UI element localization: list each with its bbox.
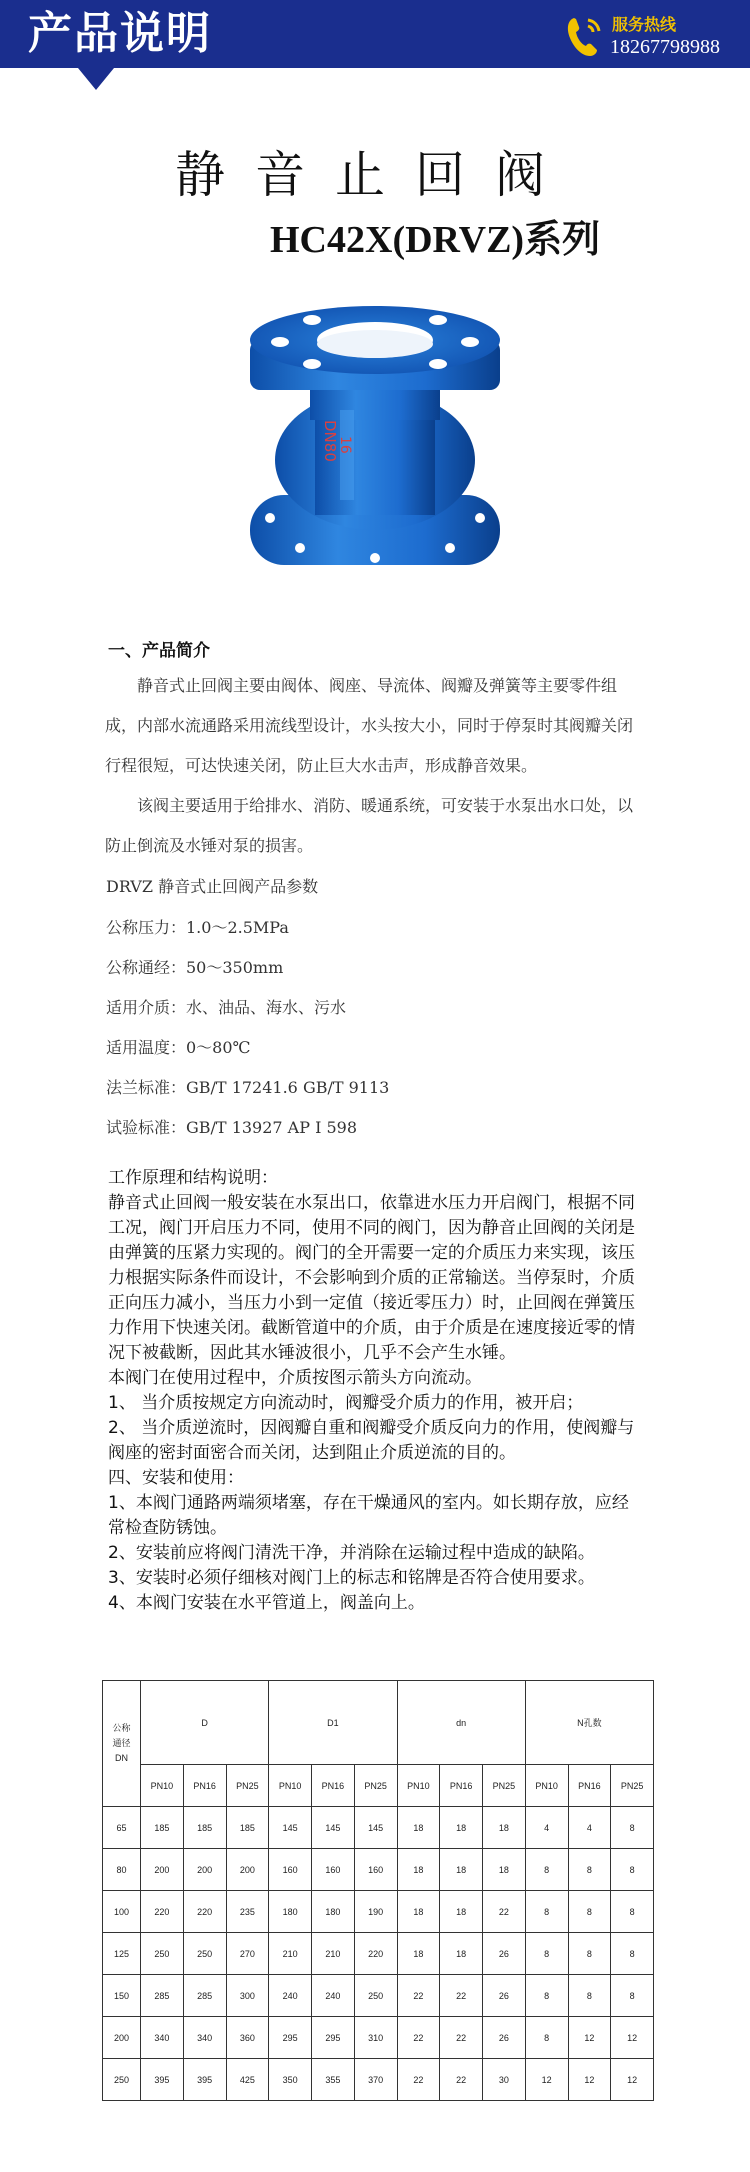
sub-header: PN16 bbox=[568, 1765, 611, 1807]
table-cell: 26 bbox=[483, 1933, 526, 1975]
table-cell: 295 bbox=[269, 2017, 312, 2059]
hotline-number[interactable]: 18267798988 bbox=[610, 36, 720, 58]
table-cell: 8 bbox=[525, 1891, 568, 1933]
principle-heading: 工作原理和结构说明： bbox=[108, 1168, 278, 1188]
param-diameter: 公称通经：50～350mm bbox=[106, 958, 284, 977]
phone-icon bbox=[564, 14, 604, 58]
table-cell: 235 bbox=[226, 1891, 269, 1933]
table-cell: 8 bbox=[568, 1975, 611, 2017]
table-cell: 18 bbox=[397, 1891, 440, 1933]
param-title: DRVZ 静音式止回阀产品参数 bbox=[106, 877, 319, 896]
table-cell: 12 bbox=[525, 2059, 568, 2101]
table-cell: 8 bbox=[568, 1891, 611, 1933]
table-cell: 8 bbox=[525, 1975, 568, 2017]
table-cell: 18 bbox=[440, 1807, 483, 1849]
table-cell: 8 bbox=[525, 1849, 568, 1891]
table-cell: 18 bbox=[397, 1807, 440, 1849]
table-row bbox=[103, 1891, 654, 1933]
table-cell: 18 bbox=[483, 1849, 526, 1891]
table-cell: 18 bbox=[397, 1933, 440, 1975]
table-row bbox=[103, 1933, 654, 1975]
principle-paragraph: 静音式止回阀一般安装在水泵出口，依靠进水压力开启阀门，根据不同工况，阀门开启压力不同，使用不同的阀门，因为静音止回阀的关闭是由弹簧的压紧力实现的。阀门的全开需要一定的介质压力来实现，该压力根据实际条件而设计，不会影响到介质的正常输送。当停泵时，介质正向压力减小，当压力小到一定值（接近零压力）时，止回阀在弹簧压力作用下快速关闭。截断管道中的介质，由于介质是在速度接近零的情况下被截断，因此其水锤波很小，几乎不会产生水锤。 bbox=[108, 1193, 635, 1363]
sub-header: PN10 bbox=[269, 1765, 312, 1807]
table-cell: 18 bbox=[440, 1933, 483, 1975]
table-cell: 145 bbox=[269, 1807, 312, 1849]
hotline[interactable] bbox=[560, 6, 746, 62]
table-cell: 250 bbox=[141, 1933, 184, 1975]
group-header-D1: D1 bbox=[269, 1681, 397, 1765]
table-cell: 240 bbox=[269, 1975, 312, 2017]
page-title: 产品说明 bbox=[28, 8, 212, 59]
table-cell: 145 bbox=[354, 1807, 397, 1849]
header-notch bbox=[78, 68, 114, 90]
table-cell: 22 bbox=[397, 2017, 440, 2059]
sub-header: PN10 bbox=[525, 1765, 568, 1807]
param-test-standard: 试验标准：GB/T 13927 AP I 598 bbox=[106, 1118, 358, 1137]
table-cell: 200 bbox=[183, 1849, 226, 1891]
table-cell: 350 bbox=[269, 2059, 312, 2101]
group-header-dn: dn bbox=[397, 1681, 525, 1765]
table-cell: 370 bbox=[354, 2059, 397, 2101]
table-cell: 8 bbox=[611, 1807, 654, 1849]
table-cell: 340 bbox=[141, 2017, 184, 2059]
principle-item-1: 1、 当介质按规定方向流动时，阀瓣受介质力的作用，被开启； bbox=[108, 1393, 584, 1413]
table-cell: 185 bbox=[183, 1807, 226, 1849]
install-heading: 四、安装和使用： bbox=[108, 1468, 244, 1488]
table-cell-dn: 65 bbox=[103, 1807, 141, 1849]
table-cell: 185 bbox=[226, 1807, 269, 1849]
sub-header: PN25 bbox=[354, 1765, 397, 1807]
install-item-1: 1、本阀门通路两端须堵塞，存在干燥通风的室内。如长期存放，应经常检查防锈蚀。 bbox=[108, 1493, 629, 1538]
table-row bbox=[103, 1849, 654, 1891]
table-cell: 8 bbox=[611, 1849, 654, 1891]
table-cell: 200 bbox=[141, 1849, 184, 1891]
table-row bbox=[103, 1807, 654, 1849]
table-cell: 395 bbox=[183, 2059, 226, 2101]
table-cell: 285 bbox=[183, 1975, 226, 2017]
table-cell: 12 bbox=[568, 2059, 611, 2101]
install-item-4: 4、本阀门安装在水平管道上，阀盖向上。 bbox=[108, 1593, 425, 1613]
table-cell: 220 bbox=[183, 1891, 226, 1933]
table-header-row bbox=[103, 1681, 654, 1765]
table-cell: 18 bbox=[440, 1891, 483, 1933]
intro-paragraph-1: 静音式止回阀主要由阀体、阀座、导流体、阀瓣及弹簧等主要零件组成，内部水流通路采用流线型设计，水头按大小，同时于停泵时其阀瓣关闭行程很短，可达快速关闭，防止巨大水击声，形成静音效果。 bbox=[105, 676, 634, 775]
product-title: 静音止回阀 bbox=[175, 146, 575, 204]
install-item-3: 3、安装时必须仔细核对阀门上的标志和铭牌是否符合使用要求。 bbox=[108, 1568, 595, 1588]
table-row bbox=[103, 2017, 654, 2059]
table-cell: 12 bbox=[568, 2017, 611, 2059]
table-cell-dn: 250 bbox=[103, 2059, 141, 2101]
table-cell-dn: 200 bbox=[103, 2017, 141, 2059]
table-cell: 22 bbox=[397, 2059, 440, 2101]
table-cell: 145 bbox=[312, 1807, 355, 1849]
table-cell: 360 bbox=[226, 2017, 269, 2059]
sub-header: PN16 bbox=[183, 1765, 226, 1807]
group-header-D: D bbox=[141, 1681, 269, 1765]
table-row bbox=[103, 2059, 654, 2101]
table-cell: 22 bbox=[440, 1975, 483, 2017]
table-cell: 180 bbox=[312, 1891, 355, 1933]
table-cell: 210 bbox=[269, 1933, 312, 1975]
valve-pn-marking: 16 bbox=[337, 436, 353, 454]
table-cell: 240 bbox=[312, 1975, 355, 2017]
table-cell: 395 bbox=[141, 2059, 184, 2101]
table-cell: 160 bbox=[312, 1849, 355, 1891]
table-cell: 160 bbox=[354, 1849, 397, 1891]
table-cell: 8 bbox=[611, 1891, 654, 1933]
sub-header: PN25 bbox=[226, 1765, 269, 1807]
sub-header: PN16 bbox=[312, 1765, 355, 1807]
table-cell-dn: 100 bbox=[103, 1891, 141, 1933]
table-cell: 18 bbox=[397, 1849, 440, 1891]
table-cell: 295 bbox=[312, 2017, 355, 2059]
table-cell: 180 bbox=[269, 1891, 312, 1933]
table-cell: 4 bbox=[525, 1807, 568, 1849]
param-flange-standard: 法兰标准：GB/T 17241.6 GB/T 9113 bbox=[106, 1078, 390, 1097]
dn-header-cell: 公称 通径 DN bbox=[103, 1681, 141, 1807]
table-cell: 210 bbox=[312, 1933, 355, 1975]
param-medium: 适用介质：水、油品、海水、污水 bbox=[106, 998, 347, 1017]
sub-header: PN10 bbox=[397, 1765, 440, 1807]
table-body bbox=[103, 1807, 654, 2101]
table-cell: 26 bbox=[483, 1975, 526, 2017]
install-item-2: 2、安装前应将阀门清洗干净，并消除在运输过程中造成的缺陷。 bbox=[108, 1543, 595, 1563]
param-pressure: 公称压力：1.0～2.5MPa bbox=[106, 918, 289, 937]
table-cell: 22 bbox=[440, 2059, 483, 2101]
table-cell: 185 bbox=[141, 1807, 184, 1849]
table-cell: 310 bbox=[354, 2017, 397, 2059]
table-cell: 160 bbox=[269, 1849, 312, 1891]
table-cell: 18 bbox=[483, 1807, 526, 1849]
table-cell: 300 bbox=[226, 1975, 269, 2017]
sub-header: PN16 bbox=[440, 1765, 483, 1807]
hotline-label: 服务热线 bbox=[612, 15, 677, 34]
table-cell: 8 bbox=[568, 1933, 611, 1975]
table-cell: 12 bbox=[611, 2059, 654, 2101]
table-cell: 30 bbox=[483, 2059, 526, 2101]
table-cell: 8 bbox=[611, 1933, 654, 1975]
table-cell: 26 bbox=[483, 2017, 526, 2059]
table-cell: 22 bbox=[483, 1891, 526, 1933]
table-cell: 220 bbox=[141, 1891, 184, 1933]
spec-table bbox=[102, 1680, 654, 2101]
table-cell: 8 bbox=[525, 1933, 568, 1975]
table-cell: 250 bbox=[354, 1975, 397, 2017]
principle-section bbox=[108, 1166, 638, 1616]
table-row bbox=[103, 1975, 654, 2017]
group-header-holes: N孔数 bbox=[525, 1681, 653, 1765]
intro-heading: 一、产品简介 bbox=[108, 641, 210, 661]
table-cell: 12 bbox=[611, 2017, 654, 2059]
table-cell: 285 bbox=[141, 1975, 184, 2017]
table-cell: 425 bbox=[226, 2059, 269, 2101]
header-bar bbox=[0, 0, 750, 68]
table-cell: 200 bbox=[226, 1849, 269, 1891]
table-cell: 355 bbox=[312, 2059, 355, 2101]
table-cell: 270 bbox=[226, 1933, 269, 1975]
table-cell: 190 bbox=[354, 1891, 397, 1933]
valve-dn-marking: DN80 bbox=[321, 420, 339, 462]
series-title: HC42X(DRVZ)系列 bbox=[270, 219, 601, 261]
table-cell: 8 bbox=[525, 2017, 568, 2059]
table-cell: 250 bbox=[183, 1933, 226, 1975]
table-cell: 4 bbox=[568, 1807, 611, 1849]
table-cell-dn: 150 bbox=[103, 1975, 141, 2017]
table-cell-dn: 125 bbox=[103, 1933, 141, 1975]
table-subheader-row bbox=[103, 1765, 654, 1807]
table-cell: 18 bbox=[440, 1849, 483, 1891]
sub-header: PN25 bbox=[611, 1765, 654, 1807]
principle-flow-note: 本阀门在使用过程中，介质按图示箭头方向流动。 bbox=[108, 1368, 482, 1388]
table-cell: 220 bbox=[354, 1933, 397, 1975]
table-cell-dn: 80 bbox=[103, 1849, 141, 1891]
table-cell: 22 bbox=[397, 1975, 440, 2017]
valve-image bbox=[230, 300, 520, 590]
sub-header: PN25 bbox=[483, 1765, 526, 1807]
sub-header: PN10 bbox=[141, 1765, 184, 1807]
table-cell: 22 bbox=[440, 2017, 483, 2059]
table-cell: 8 bbox=[568, 1849, 611, 1891]
principle-item-2: 2、 当介质逆流时，因阀瓣自重和阀瓣受介质反向力的作用，使阀瓣与阀座的密封面密合而关闭，达到阻止介质逆流的目的。 bbox=[108, 1418, 635, 1463]
param-temperature: 适用温度：0～80℃ bbox=[106, 1038, 251, 1057]
intro-paragraph-2: 该阀主要适用于给排水、消防、暖通系统，可安装于水泵出水口处，以防止倒流及水锤对泵的损害。 bbox=[105, 796, 634, 855]
table-cell: 8 bbox=[611, 1975, 654, 2017]
table-cell: 340 bbox=[183, 2017, 226, 2059]
